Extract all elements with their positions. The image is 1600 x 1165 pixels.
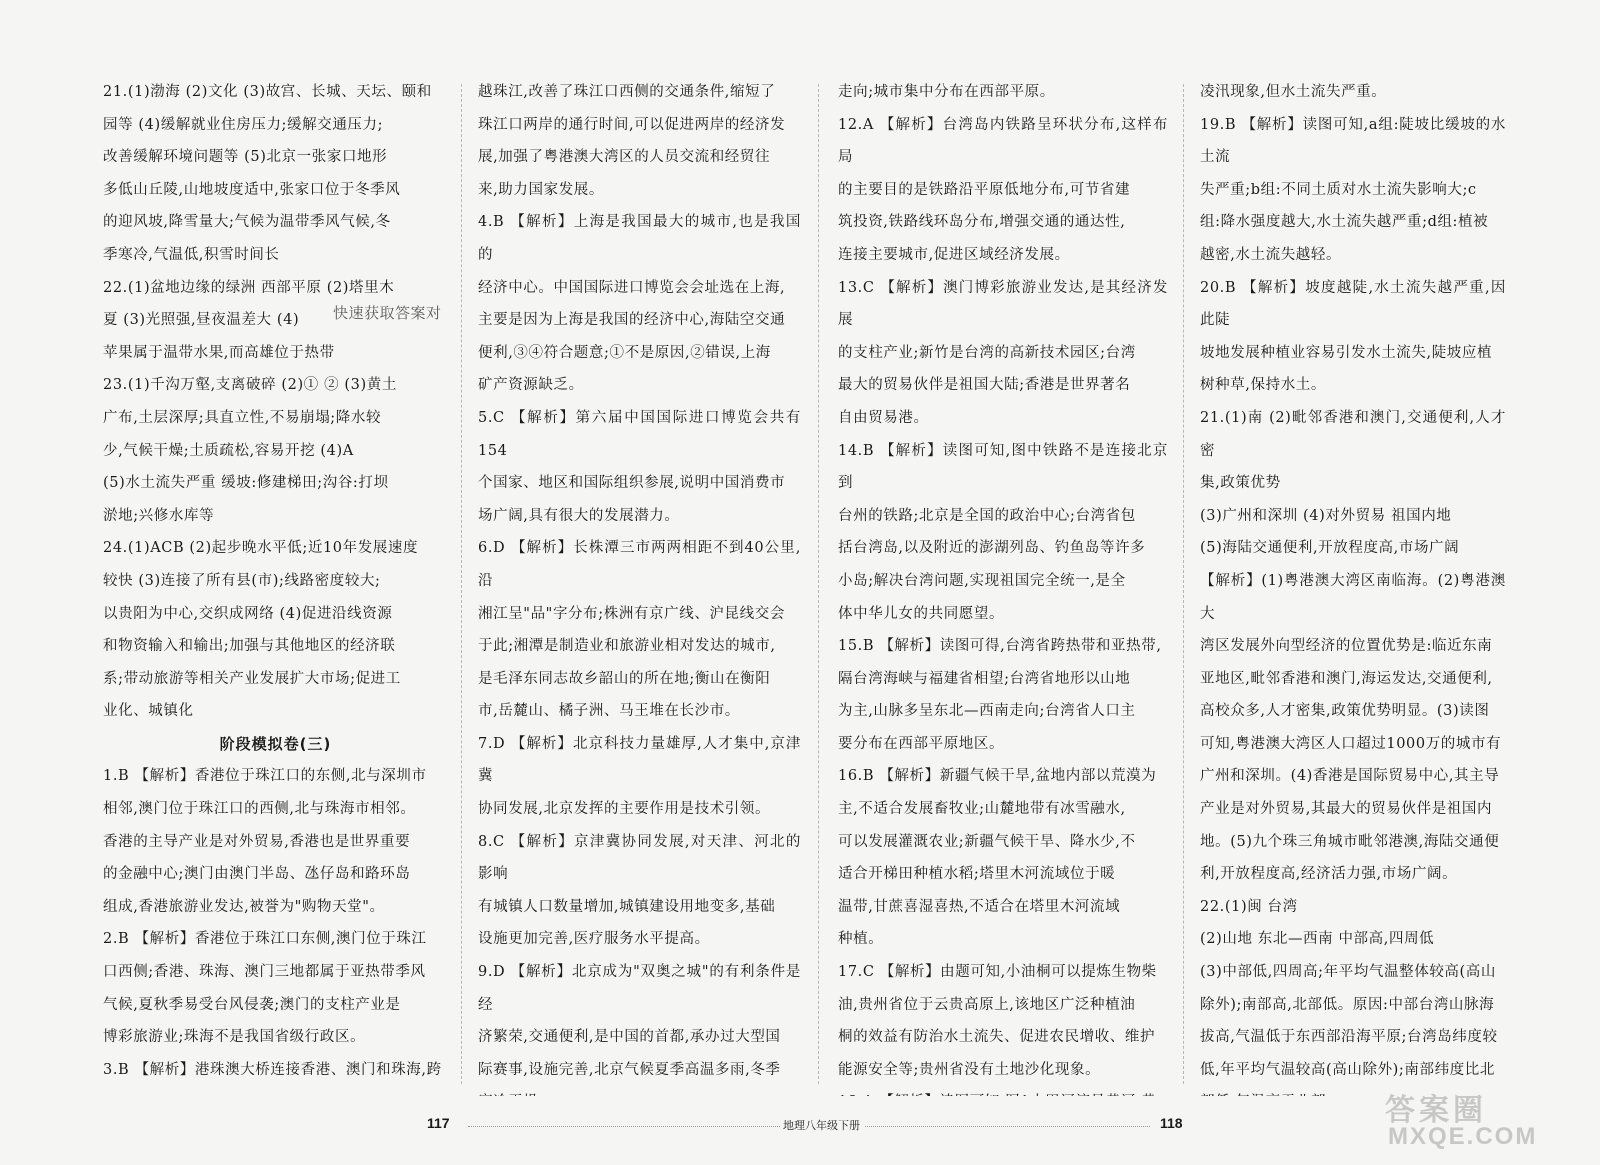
text-line: 最大的贸易伙伴是祖国大陆;香港是世界著名 [838, 377, 1131, 394]
text-line: 种植。 [838, 931, 884, 948]
text-line: 博彩旅游业;珠海不是我国省级行政区。 [103, 1029, 366, 1046]
text-line: 22.(1)闽 台湾 [1200, 898, 1298, 915]
text-line: (2)山地 东北—西南 中部高,四周低 [1200, 931, 1435, 948]
text-line: 14.B 【解析】读图可知,图中铁路不是连接北京到 [838, 442, 1168, 492]
footer-rule-left [468, 1126, 780, 1127]
text-line: 展,加强了粤港澳大湾区的人员交流和经贸往 [478, 149, 771, 166]
text-line: 珠江口两岸的通行时间,可以促进两岸的经济发 [478, 116, 786, 133]
text-line: 和物资输入和输出;加强与其他地区的经济联 [103, 638, 396, 655]
text-line: 园等 (4)缓解就业住房压力;缓解交通压力; [103, 116, 384, 133]
text-line: 湾区发展外向型经济的位置优势是:临近东南 [1200, 638, 1493, 655]
text-line: 8.C 【解析】京津冀协同发展,对天津、河北的影响 [478, 833, 801, 883]
section-title: 阶段模拟卷(三) [219, 734, 332, 753]
text-line: 改善缓解环境问题等 (5)北京一张家口地形 [103, 149, 388, 166]
text-line: 利,开放程度高,经济活力强,市场广阔。 [1200, 866, 1458, 883]
text-line: (3)中部低,四周高;年平均气温整体较高(高山 [1200, 964, 1496, 981]
text-line: 自由贸易港。 [838, 409, 929, 426]
text-line: 22.(1)盆地边缘的绿洲 西部平原 (2)塔里木 [103, 279, 395, 296]
text-line: 越密,水土流失越轻。 [1200, 246, 1342, 263]
text-line: 19.B 【解析】读图可知,a组:陡坡比缓坡的水土流 [1200, 116, 1506, 166]
page-number-right: 118 [1160, 1115, 1183, 1131]
text-line: 组成,香港旅游业发达,被誉为"购物天堂"。 [103, 898, 385, 915]
text-line: 小岛;解决台湾问题,实现祖国完全统一,是全 [838, 572, 1126, 589]
text-line: 隔台湾海峡与福建省相望;台湾省地形以山地 [838, 670, 1131, 687]
text-line: 要分布在西部平原地区。 [838, 735, 1005, 752]
overlay-handwritten-text: 快速获取答案对 [333, 304, 442, 322]
column-1-answers [103, 76, 448, 728]
text-line: 3.B 【解析】港珠澳大桥连接香港、澳门和珠海,跨 [103, 1061, 442, 1078]
text-line: 可知,粤港澳大湾区人口超过1000万的城市有 [1200, 735, 1502, 752]
text-line: 湘江呈"品"字分布;株洲有京广线、沪昆线交会 [478, 605, 785, 622]
text-line: 高校众多,人才密集,政策优势明显。(3)读图 [1200, 703, 1490, 720]
text-line [838, 1086, 1168, 1096]
column-divider [1183, 84, 1184, 1084]
text-line: 市,岳麓山、橘子洲、马王堆在长沙市。 [478, 703, 740, 720]
text-line: 23.(1)千沟万壑,支离破碎 (2)① ② (3)黄土 [103, 377, 397, 394]
text-line: 主要是因为上海是我国的经济中心,海陆空交通 [478, 312, 786, 329]
column-3-answers [838, 76, 1168, 1096]
text-line: (5)水土流失严重 缓坡:修建梯田;沟谷:打坝 [103, 475, 389, 492]
text-line: 个国家、地区和国际组织参展,说明中国消费市 [478, 475, 786, 492]
text-line: 连接主要城市,促进区域经济发展。 [838, 246, 1070, 263]
text-line: 以贵阳为中心,交织成网络 (4)促进沿线资源 [103, 605, 393, 622]
text-line: 台州的铁路;北京是全国的政治中心;台湾省包 [838, 507, 1136, 524]
text-line: 地。(5)九个珠三角城市毗邻港澳,海陆交通便 [1200, 833, 1500, 850]
text-line: 产业是对外贸易,其最大的贸易伙伴是祖国内 [1200, 801, 1493, 818]
text-line: 便利,③④符合题意;①不是原因,②错误,上海 [478, 344, 771, 361]
text-line: 12.A 【解析】台湾岛内铁路呈环状分布,这样布局 [838, 116, 1168, 166]
watermark-url: MXQE.COM [1388, 1123, 1538, 1150]
column-1-answers-b [103, 760, 448, 1086]
text-line: 适合开梯田种植水稻;塔里木河流域位于暖 [838, 866, 1116, 883]
text-line: (5)海陆交通便利,开放程度高,市场广阔 [1200, 540, 1460, 557]
watermark-logo: 答案圈 [1385, 1094, 1487, 1127]
footer-title: 地理八年级下册 [783, 1119, 860, 1132]
text-line: 场广阔,具有很大的发展潜力。 [478, 507, 680, 524]
text-line: 16.B 【解析】新疆气候干旱,盆地内部以荒漠为 [838, 768, 1157, 785]
text-line: 济繁荣,交通便利,是中国的首都,承办过大型国 [478, 1029, 781, 1046]
text-line: 树种草,保持水土。 [1200, 377, 1327, 394]
text-line: 的迎风坡,降雪量大;气候为温带季风气候,冬 [103, 214, 391, 231]
text-line: 可以发展灌溉农业;新疆气候干旱、降水少,不 [838, 833, 1136, 850]
column-divider [461, 84, 462, 1084]
text-line: (3)广州和深圳 (4)对外贸易 祖国内地 [1200, 507, 1452, 524]
text-line: 口西侧;香港、珠海、澳门三地都属于亚热带季风 [103, 964, 426, 981]
text-line: 来,助力国家发展。 [478, 181, 605, 198]
text-line: 季寒冷,气温低,积雪时间长 [103, 246, 280, 263]
text-line: 于此;湘潭是制造业和旅游业相对发达的城市, [478, 638, 776, 655]
text-line: 的主要目的是铁路沿平原低地分布,可节省建 [838, 181, 1131, 198]
text-line: 20.B 【解析】坡度越陡,水土流失越严重,因此陡 [1200, 279, 1506, 329]
text-line: 油,贵州省位于云贵高原上,该地区广泛种植油 [838, 996, 1136, 1013]
text-line: 为主,山脉多呈东北—西南走向;台湾省人口主 [838, 703, 1136, 720]
column-4 [1200, 76, 1506, 1096]
text-line: 淤地;兴修水库等 [103, 507, 215, 524]
text-line: 括台湾岛,以及附近的澎湖列岛、钓鱼岛等许多 [838, 540, 1146, 557]
text-line: 是毛泽东同志故乡韶山的所在地;衡山在衡阳 [478, 670, 771, 687]
text-line: 低,年平均气温较高(高山除外);南部纬度比北 [1200, 1061, 1496, 1078]
text-line: 温带,甘蔗喜湿喜热,不适合在塔里木河流域 [838, 898, 1121, 915]
text-line: 6.D 【解析】长株潭三市两两相距不到40公里,沿 [478, 540, 801, 589]
text-line: 苹果属于温带水果,而高雄位于热带 [103, 344, 335, 361]
text-line: 坡地发展种植业容易引发水土流失,陡坡应植 [1200, 344, 1493, 361]
text-line: 2.B 【解析】香港位于珠江口东侧,澳门位于珠江 [103, 931, 427, 948]
text-line: 广布,土层深厚;具直立性,不易崩塌;降水较 [103, 409, 382, 426]
text-line: 【解析】(1)粤港澳大湾区南临海。(2)粤港澳大 [1200, 572, 1506, 622]
text-line: 5.C 【解析】第六届中国国际进口博览会共有154 [478, 409, 801, 459]
text-line: 失严重;b组:不同土质对水土流失影响大;c [1200, 181, 1477, 198]
text-line: 能源安全等;贵州省没有土地沙化现象。 [838, 1061, 1101, 1078]
watermark [1380, 1085, 1580, 1155]
text-line: 15.B 【解析】读图可得,台湾省跨热带和亚热带, [838, 638, 1162, 655]
text-line: 少,气候干燥;土质疏松,容易开挖 (4)A [103, 442, 354, 459]
column-2 [478, 76, 801, 1096]
text-line: 矿产资源缺乏。 [478, 377, 584, 394]
text-line: 21.(1)南 (2)毗邻香港和澳门,交通便利,人才密 [1200, 409, 1506, 459]
text-line: 气候,夏秋季易受台风侵袭;澳门的支柱产业是 [103, 996, 401, 1013]
text-line: 9.D 【解析】北京成为"双奥之城"的有利条件是经 [478, 964, 801, 1013]
text-line: 主,不适合发展畜牧业;山麓地带有冰雪融水, [838, 801, 1126, 818]
text-line: 较快 (3)连接了所有县(市);线路密度较大; [103, 572, 381, 589]
text-line: 的金融中心;澳门由澳门半岛、氹仔岛和路环岛 [103, 866, 411, 883]
text-line: 拔高,气温低于东西部沿海平原;台湾岛纬度较 [1200, 1029, 1498, 1046]
text-line: 有城镇人口数量增加,城镇建设用地变多,基础 [478, 898, 776, 915]
text-line: 桐的效益有防治水土流失、促进农民增收、维护 [838, 1029, 1156, 1046]
text-line: 的支柱产业;新竹是台湾的高新技术园区;台湾 [838, 344, 1136, 361]
text-line: 香港的主导产业是对外贸易,香港也是世界重要 [103, 833, 411, 850]
text-line: 17.C 【解析】由题可知,小油桐可以提炼生物柴 [838, 964, 1157, 981]
text-line: 夏 (3)光照强,昼夜温差大 (4) [103, 312, 300, 329]
text-line: 协同发展,北京发挥的主要作用是技术引领。 [478, 801, 771, 818]
text-line: 越珠江,改善了珠江口西侧的交通条件,缩短了 [478, 84, 776, 100]
text-line: 系;带动旅游等相关产业发展扩大市场;促进工 [103, 670, 401, 687]
text-line: 组:降水强度越大,水土流失越严重;d组:植被 [1200, 214, 1489, 231]
text-line: 集,政策优势 [1200, 475, 1281, 492]
text-line: 1.B 【解析】香港位于珠江口的东侧,北与深圳市 [103, 768, 427, 785]
text-line: 经济中心。中国国际进口博览会会址选在上海, [478, 279, 786, 296]
text-line: 际赛事,设施完善,北京气候夏季高温多雨,冬季 [478, 1061, 781, 1078]
text-line: 业化、城镇化 [103, 703, 194, 720]
column-3 [838, 76, 1168, 1096]
footer-rule-right [865, 1126, 1150, 1127]
page-number-left: 117 [427, 1115, 450, 1131]
text-line: 相邻,澳门位于珠江口的西侧,北与珠海市相邻。 [103, 801, 416, 818]
column-divider [818, 84, 819, 1084]
text-line: 走向;城市集中分布在西部平原。 [838, 84, 1055, 100]
page-footer [0, 1115, 1600, 1139]
text-line: 体中华儿女的共同愿望。 [838, 605, 1005, 622]
column-1 [103, 76, 448, 1096]
text-line: 亚地区,毗邻香港和澳门,海运发达,交通便利, [1200, 670, 1493, 687]
text-line: 21.(1)渤海 (2)文化 (3)故宫、长城、天坛、颐和 [103, 84, 432, 100]
text-line: 设施更加完善,医疗服务水平提高。 [478, 931, 710, 948]
text-line: 4.B 【解析】上海是我国最大的城市,也是我国的 [478, 214, 801, 263]
text-line: 筑投资,铁路线环岛分布,增强交通的通达性, [838, 214, 1126, 231]
text-line [478, 1086, 801, 1096]
text-line: 13.C 【解析】澳门博彩旅游业发达,是其经济发展 [838, 279, 1168, 329]
text-line: 凌汛现象,但水土流失严重。 [1200, 84, 1387, 100]
text-line: 广州和深圳。(4)香港是国际贸易中心,其主导 [1200, 768, 1500, 785]
text-line: 24.(1)ACB (2)起步晚水平低;近10年发展速度 [103, 540, 419, 557]
text-line: 多低山丘陵,山地坡度适中,张家口位于冬季风 [103, 181, 401, 198]
text-line: 除外);南部高,北部低。原因:中部台湾山脉海 [1200, 996, 1495, 1013]
text-line: 7.D 【解析】北京科技力量雄厚,人才集中,京津冀 [478, 735, 801, 785]
column-2-answers [478, 76, 801, 1096]
column-4-answers [1200, 76, 1506, 1096]
